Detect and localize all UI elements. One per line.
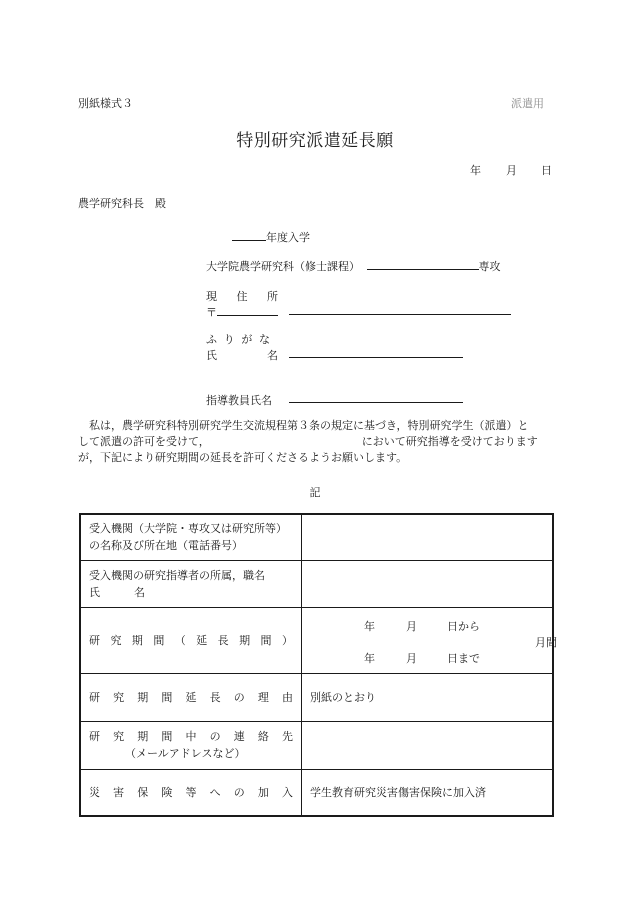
major-suffix: 専攻 [478,260,501,273]
period-start-day: 日から [447,620,480,633]
usage-label: 派遣用 [511,97,544,110]
address-label: 現 住 所 [206,290,278,303]
contact-label: 研 究 期 間 中 の 連 絡 先 （メールアドレスなど） [80,721,302,769]
postal-line [206,304,278,320]
period-end-month: 月 [406,652,417,665]
document-title: 特別研究派遣延長願 [236,131,394,151]
address-blank[interactable] [289,303,511,315]
extension-reason-label: 研 究 期 間 延 長 の 理 由 [80,673,302,721]
extension-details-table [79,513,557,817]
date-month-label: 月 [506,164,517,177]
host-institution-label: 受入機関（大学院・専攻又は研究所等） の名称及び所在地（電話番号） [80,514,302,560]
name-blank[interactable] [289,346,463,358]
date-year-label: 年 [470,164,481,177]
insurance-field[interactable]: 学生教育研究災害傷害保険に加入済 [302,769,554,816]
table-row [80,769,553,816]
request-paragraph [78,418,554,466]
major-line [206,258,501,274]
period-end-day: 日まで [447,652,480,665]
host-institution-field[interactable] [302,514,554,560]
contact-field[interactable] [302,721,554,769]
table-row [80,673,553,721]
postal-code-blank[interactable] [217,304,278,316]
addressee: 農学研究科長 殿 [78,197,166,210]
period-end-year: 年 [364,652,375,665]
paragraph-line-2b: において研究指導を受けております [361,435,538,448]
form-number: 別紙様式３ [78,97,133,110]
name-label: 氏 名 [206,349,278,362]
table-row [80,607,553,673]
paragraph-line-3: が，下記により研究期間の延長を許可くださるようお願いします。 [78,451,408,464]
table-row [80,514,553,560]
paragraph-line-2 [78,434,554,450]
period-months: 月間 [535,636,557,649]
host-supervisor-field[interactable] [302,560,554,607]
paragraph-line-2a: して派遣の許可を受けて， [78,435,210,448]
date-day-label: 日 [541,164,552,177]
period-start-month: 月 [406,620,417,633]
research-period-field[interactable] [302,607,557,673]
table-row [80,721,553,769]
postal-mark: 〒 [206,306,217,319]
major-blank[interactable] [367,258,479,270]
ki-label: 記 [309,486,321,499]
research-period-label: 研 究 期 間 （ 延 長 期 間 ） [80,607,302,673]
advisor-label: 指導教員氏名 [206,394,272,407]
admission-year-suffix: 年度入学 [266,231,310,244]
extension-reason-field[interactable]: 別紙のとおり [302,673,554,721]
host-supervisor-label: 受入機関の研究指導者の所属，職名 氏 名 [80,560,302,607]
admission-year-blank[interactable] [232,229,266,241]
table-row [80,560,553,607]
paragraph-line-1: 私は，農学研究科特別研究学生交流規程第３条の規定に基づき，特別研究学生（派遣）と [78,419,529,432]
advisor-name-blank[interactable] [289,391,463,403]
insurance-label: 災 害 保 険 等 へ の 加 入 [80,769,302,816]
period-start-year: 年 [364,620,375,633]
graduate-school-label: 大学院農学研究科（修士課程） [206,260,360,273]
admission-year-line [232,229,310,245]
furigana-label: ふ り が な [206,333,270,346]
